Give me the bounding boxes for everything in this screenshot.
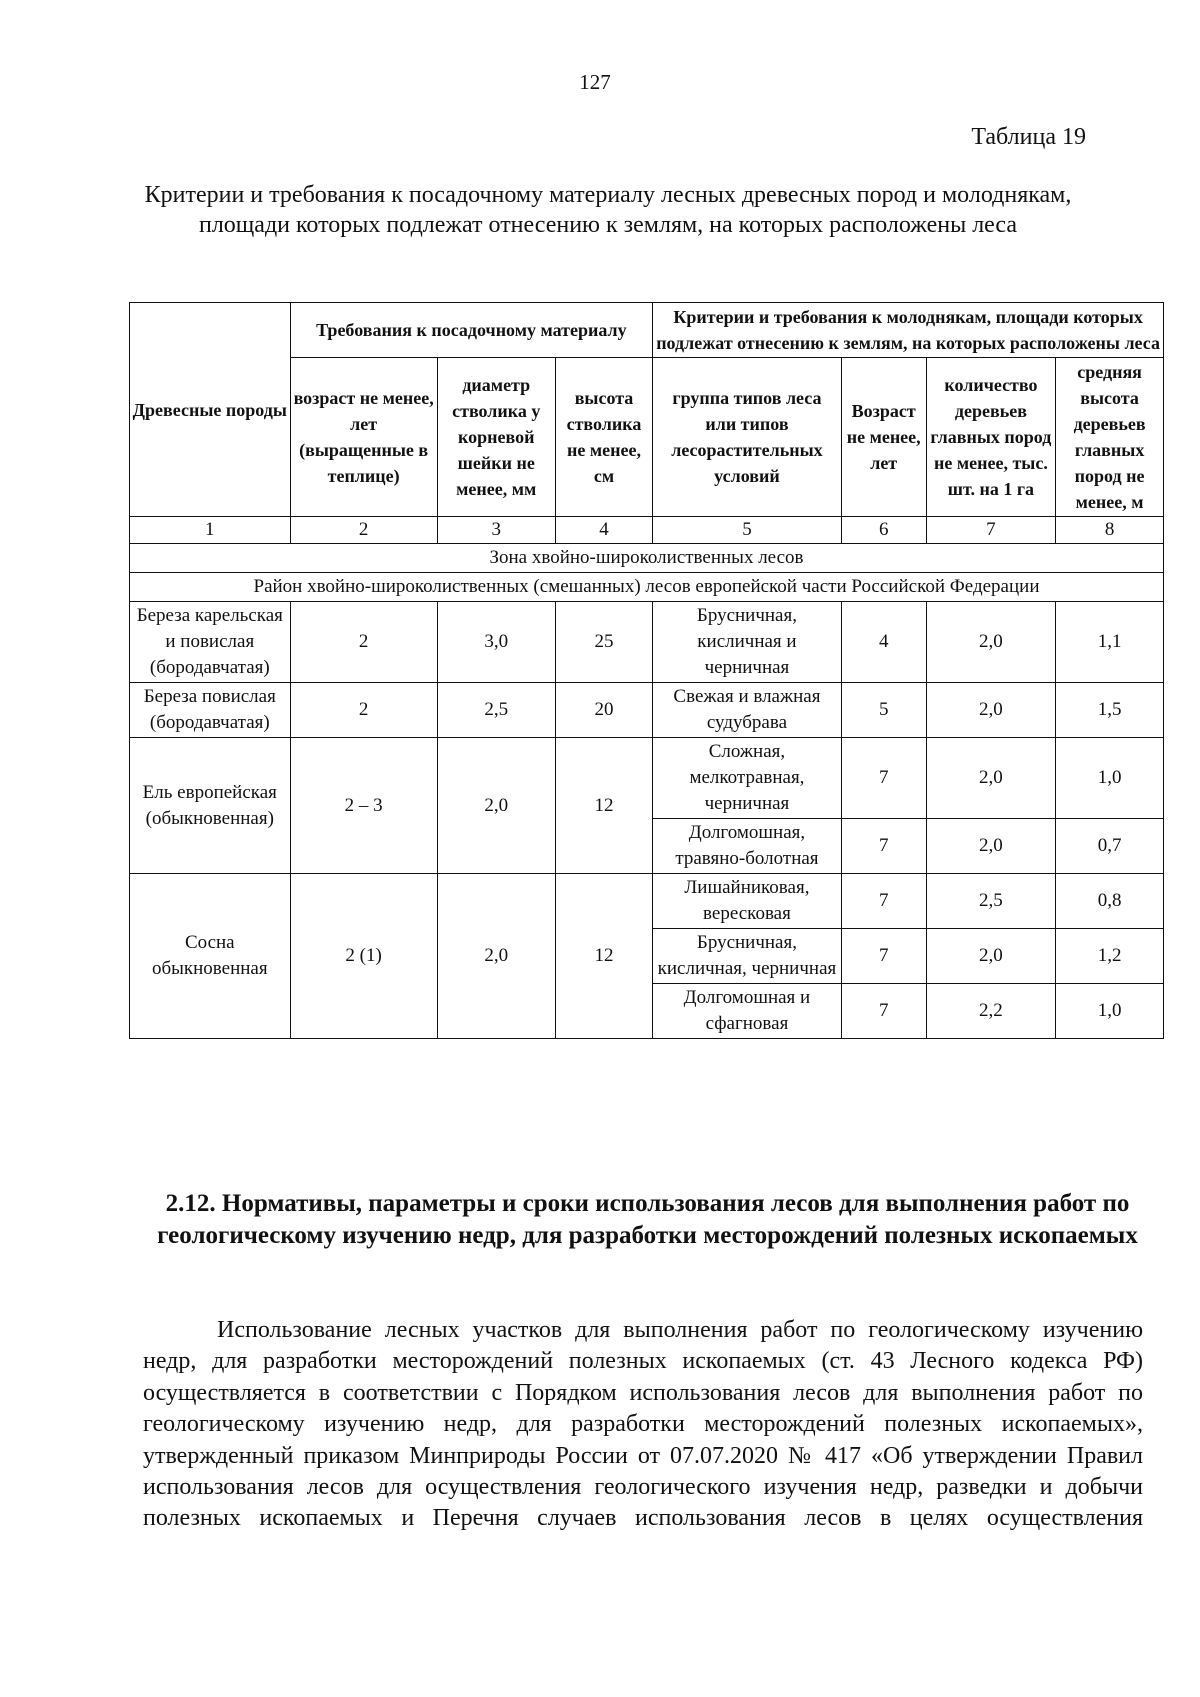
species-cell: Береза повислая (бородавчатая) [130, 683, 291, 738]
avg-height-cell: 1,0 [1056, 984, 1164, 1039]
avg-height-cell: 1,0 [1056, 738, 1164, 819]
young-age-cell: 7 [841, 929, 926, 984]
table-row [130, 602, 1164, 683]
forest-type-cell: Долгомошная и сфагновая [653, 984, 842, 1039]
height-cell: 25 [555, 602, 652, 683]
header-age: возраст не менее, лет (выращенные в теплице) [290, 358, 437, 517]
header-forest-type: группа типов леса или типов лесорастительных условий [653, 358, 842, 517]
zone-row [130, 544, 1164, 573]
header-height: высота стволика не менее, см [555, 358, 652, 517]
young-age-cell: 7 [841, 738, 926, 819]
forest-type-cell: Сложная, мелкотравная, черничная [653, 738, 842, 819]
height-cell: 20 [555, 683, 652, 738]
table-row [130, 683, 1164, 738]
avg-height-cell: 1,2 [1056, 929, 1164, 984]
species-cell: Сосна обыкновенная [130, 874, 291, 1039]
forest-type-cell: Лишайниковая, вересковая [653, 874, 842, 929]
table-label: Таблица 19 [971, 124, 1086, 150]
avg-height-cell: 1,1 [1056, 602, 1164, 683]
diameter-cell: 2,0 [437, 874, 555, 1039]
avg-height-cell: 0,8 [1056, 874, 1164, 929]
header-species: Древесные породы [130, 303, 291, 517]
column-number: 1 [130, 517, 291, 544]
age-cell: 2 [290, 602, 437, 683]
column-number-row [130, 517, 1164, 544]
zone-cell: Зона хвойно-широколиственных лесов [130, 544, 1164, 573]
column-number: 3 [437, 517, 555, 544]
young-age-cell: 7 [841, 874, 926, 929]
avg-height-cell: 0,7 [1056, 819, 1164, 874]
forest-type-cell: Долгомошная, травяно-болотная [653, 819, 842, 874]
column-number: 7 [926, 517, 1056, 544]
tree-count-cell: 2,0 [926, 683, 1056, 738]
region-cell: Район хвойно-широколиственных (смешанных) лесов европейской части Российской Федерации [130, 573, 1164, 602]
page-number: 127 [579, 70, 611, 94]
age-cell: 2 (1) [290, 874, 437, 1039]
header-avg-height: средняя высота деревьев главных пород не менее, м [1056, 358, 1164, 517]
header-young-age: Возраст не менее, лет [841, 358, 926, 517]
young-age-cell: 5 [841, 683, 926, 738]
tree-count-cell: 2,0 [926, 602, 1056, 683]
height-cell: 12 [555, 874, 652, 1039]
tree-count-cell: 2,5 [926, 874, 1056, 929]
forest-type-cell: Брусничная, кисличная, черничная [653, 929, 842, 984]
diameter-cell: 2,0 [437, 738, 555, 874]
age-cell: 2 [290, 683, 437, 738]
tree-count-cell: 2,0 [926, 738, 1056, 819]
forest-type-cell: Свежая и влажная судубрава [653, 683, 842, 738]
region-row [130, 573, 1164, 602]
table-header-row [130, 303, 1164, 358]
section-heading: 2.12. Нормативы, параметры и сроки использования лесов для выполнения работ по геологическому изучению недр, для разработки месторождений полезных ископаемых [157, 1190, 1138, 1249]
diameter-cell: 2,5 [437, 683, 555, 738]
height-cell: 12 [555, 738, 652, 874]
column-number: 6 [841, 517, 926, 544]
column-number: 8 [1056, 517, 1164, 544]
column-number: 5 [653, 517, 842, 544]
header-diameter: диаметр стволика у корневой шейки не менее, мм [437, 358, 555, 517]
header-young-growth: Критерии и требования к молоднякам, площади которых подлежат отнесению к землям, на которых расположены леса [653, 303, 1164, 358]
column-number: 2 [290, 517, 437, 544]
diameter-cell: 3,0 [437, 602, 555, 683]
column-number: 4 [555, 517, 652, 544]
young-age-cell: 7 [841, 819, 926, 874]
table-caption: Критерии и требования к посадочному материалу лесных древесных пород и молоднякам, площади которых подлежат отнесению к землям, на которых расположены леса [144, 182, 1072, 238]
young-age-cell: 4 [841, 602, 926, 683]
criteria-table [129, 302, 1164, 1039]
tree-count-cell: 2,0 [926, 929, 1056, 984]
header-planting-material: Требования к посадочному материалу [290, 303, 653, 358]
forest-type-cell: Брусничная, кисличная и черничная [653, 602, 842, 683]
avg-height-cell: 1,5 [1056, 683, 1164, 738]
body-paragraph: Использование лесных участков для выполнения работ по геологическому изучению недр, для разработки месторождений полезных ископаемых (ст. 43 Лесного кодекса РФ) осуществляется в соответствии с Порядком использования лесов для выполнения работ по геологическому изучению недр, для разработки месторождений полезных ископаемых», утвержденный приказом Минприроды России от 07.07.2020 № 417 «Об утверждении Правил использования лесов для осуществления геологического изучения недр, разведки и добычи полезных ископаемых и Перечня случаев использования лесов в целях осуществления [143, 1317, 1143, 1532]
tree-count-cell: 2,0 [926, 819, 1056, 874]
age-cell: 2 – 3 [290, 738, 437, 874]
table-row [130, 738, 1164, 819]
species-cell: Береза карельская и повислая (бородавчатая) [130, 602, 291, 683]
header-tree-count: количество деревьев главных пород не менее, тыс. шт. на 1 га [926, 358, 1056, 517]
tree-count-cell: 2,2 [926, 984, 1056, 1039]
table-row [130, 874, 1164, 929]
species-cell: Ель европейская (обыкновенная) [130, 738, 291, 874]
young-age-cell: 7 [841, 984, 926, 1039]
